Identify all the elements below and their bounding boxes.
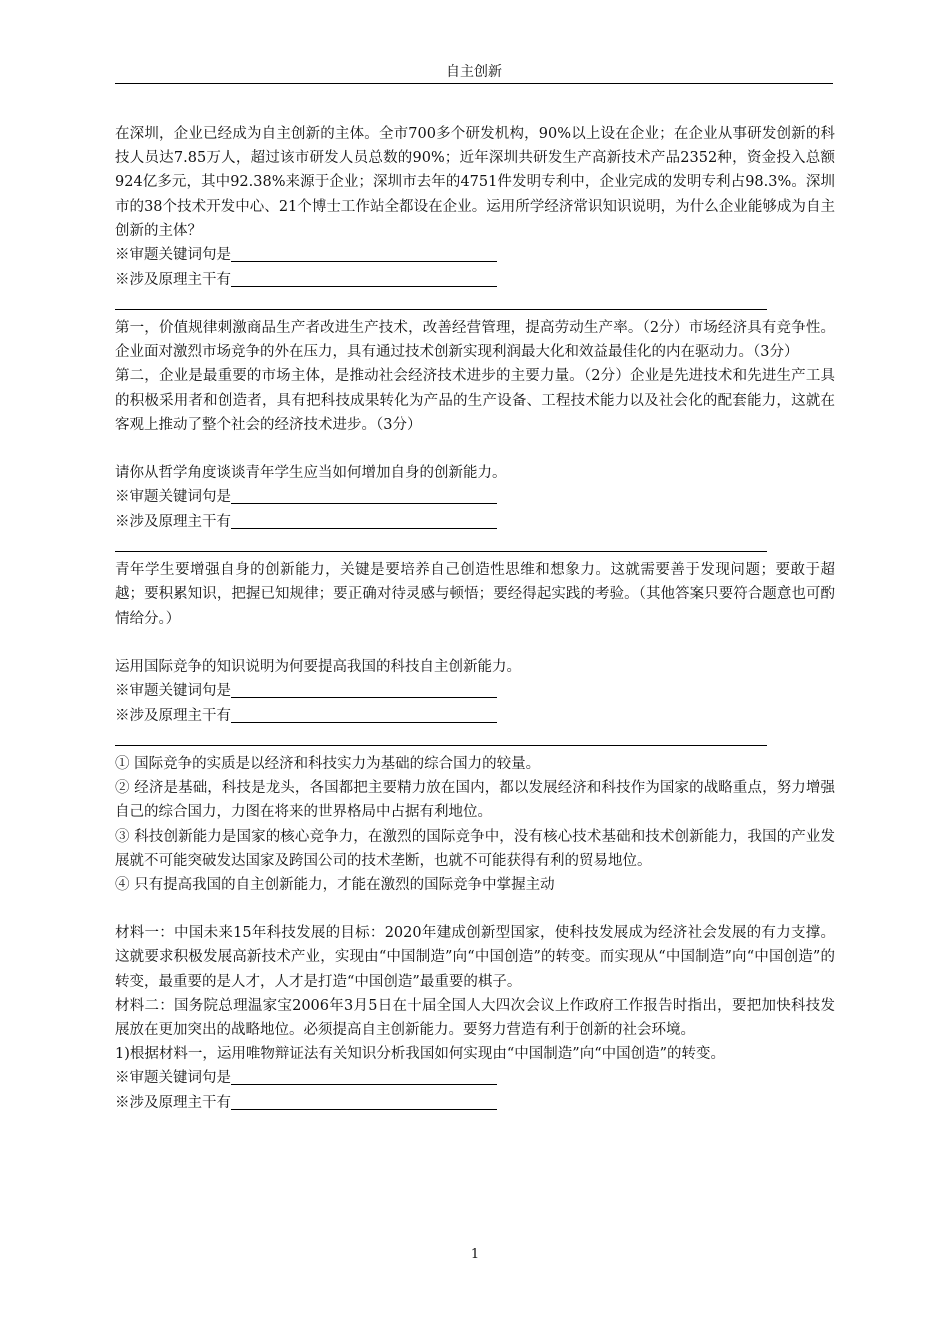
q1-principle-label: ※涉及原理主干有	[115, 272, 231, 289]
spacer	[115, 631, 835, 655]
q3-principle-blank[interactable]	[231, 706, 497, 723]
spacer	[115, 897, 835, 921]
q4-principle-blank[interactable]	[231, 1093, 497, 1110]
q1-answer-divider	[115, 309, 767, 310]
q2-keyword-label: ※审题关键词句是	[115, 489, 231, 506]
q2-stem: 请你从哲学角度谈谈青年学生应当如何增加自身的创新能力。	[115, 465, 507, 482]
q1-keyword-line	[115, 243, 835, 268]
q2-keyword-blank[interactable]	[231, 487, 497, 504]
q1-answer-1: 第一，价值规律刺激商品生产者改进生产技术，改善经营管理，提高劳动生产率。（2分）市场经济具有竞争性。企业面对激烈市场竞争的外在压力，具有通过技术创新实现利润最大化和效益最佳化的内在驱动力。（3分）	[115, 320, 835, 361]
q4-material-1: 材料一：中国未来15年科技发展的目标：2020年建成创新型国家，使科技发展成为经济社会发展的有力支撑。这就要求积极发展高新技术产业，实现由“中国制造”向“中国创造”的转变。而实现从“中国制造”向“中国创造”的转变，最重要的是人才，人才是打造“中国创造”最重要的棋子。	[115, 925, 835, 990]
q4-keyword-blank[interactable]	[231, 1068, 497, 1085]
page-header-title: 自主创新	[446, 64, 502, 80]
q2-keyword-line	[115, 485, 835, 510]
q1-principle-blank[interactable]	[231, 270, 497, 287]
spacer	[115, 437, 835, 461]
q3-point-4: ④ 只有提高我国的自主创新能力，才能在激烈的国际竞争中掌握主动	[115, 877, 555, 894]
q4-keyword-line	[115, 1066, 835, 1091]
q2-answer-divider	[115, 551, 767, 552]
q2-principle-blank[interactable]	[231, 512, 497, 529]
q3-principle-line	[115, 704, 835, 729]
q1-stem: 在深圳，企业已经成为自主创新的主体。全市700多个研发机构，90%以上设在企业；在企业从事研发创新的科技人员达7.85万人，超过该市研发人员总数的90%；近年深圳共研发生产高新技术产品2352种，资金投入总额924亿多元，其中92.38%来源于企业；深圳市去年的4751件发明专利中，企业完成的发明专利占98.3%。深圳市的38个技术开发中心、21个博士工作站全都设在企业。运用所学经济常识知识说明，为什么企业能够成为自主创新的主体？	[115, 126, 835, 239]
q3-principle-label: ※涉及原理主干有	[115, 708, 231, 725]
q1-answer-2: 第二，企业是最重要的市场主体，是推动社会经济技术进步的主要力量。（2分）企业是先进技术和先进生产工具的积极采用者和创造者，具有把科技成果转化为产品的生产设备、工程技术能力以及社会化的配套能力，这就在客观上推动了整个社会的经济技术进步。（3分）	[115, 368, 835, 433]
q3-point-3: ③ 科技创新能力是国家的核心竞争力，在激烈的国际竞争中，没有核心技术基础和技术创新能力，我国的产业发展就不可能突破发达国家及跨国公司的技术垄断，也就不可能获得有利的贸易地位。	[115, 828, 835, 869]
page-content	[115, 122, 835, 1116]
q4-question-1: 1)根据材料一，运用唯物辩证法有关知识分析我国如何实现由“中国制造”向“中国创造”的转变。	[115, 1046, 726, 1063]
q3-keyword-line	[115, 679, 835, 704]
q1-keyword-label: ※审题关键词句是	[115, 247, 231, 264]
q2-principle-line	[115, 510, 835, 535]
q3-point-1: ① 国际竞争的实质是以经济和科技实力为基础的综合国力的较量。	[115, 756, 541, 773]
q4-principle-label: ※涉及原理主干有	[115, 1095, 231, 1112]
page-number: 1	[470, 1247, 480, 1262]
q1-principle-line	[115, 268, 835, 293]
q3-answer-divider	[115, 745, 767, 746]
q4-principle-line	[115, 1091, 835, 1116]
q3-stem: 运用国际竞争的知识说明为何要提高我国的科技自主创新能力。	[115, 658, 521, 675]
q1-keyword-blank[interactable]	[231, 245, 497, 262]
q4-keyword-label: ※审题关键词句是	[115, 1070, 231, 1087]
q2-answer: 青年学生要增强自身的创新能力，关键是要培养自己创造性思维和想象力。这就需要善于发现问题；要敢于超越；要积累知识，把握已知规律；要正确对待灵感与顿悟；要经得起实践的考验。（其他答案只要符合题意也可酌情给分。）	[115, 562, 835, 627]
q3-point-2: ② 经济是基础，科技是龙头，各国都把主要精力放在国内，都以发展经济和科技作为国家的战略重点，努力增强自己的综合国力，力图在将来的世界格局中占据有利地位。	[115, 780, 835, 821]
header-divider	[115, 83, 833, 84]
q3-keyword-label: ※审题关键词句是	[115, 683, 231, 700]
q2-principle-label: ※涉及原理主干有	[115, 514, 231, 531]
q3-keyword-blank[interactable]	[231, 681, 497, 698]
q4-material-2: 材料二：国务院总理温家宝2006年3月5日在十届全国人大四次会议上作政府工作报告时指出，要把加快科技发展放在更加突出的战略地位。必须提高自主创新能力。要努力营造有利于创新的社会环境。	[115, 997, 835, 1039]
